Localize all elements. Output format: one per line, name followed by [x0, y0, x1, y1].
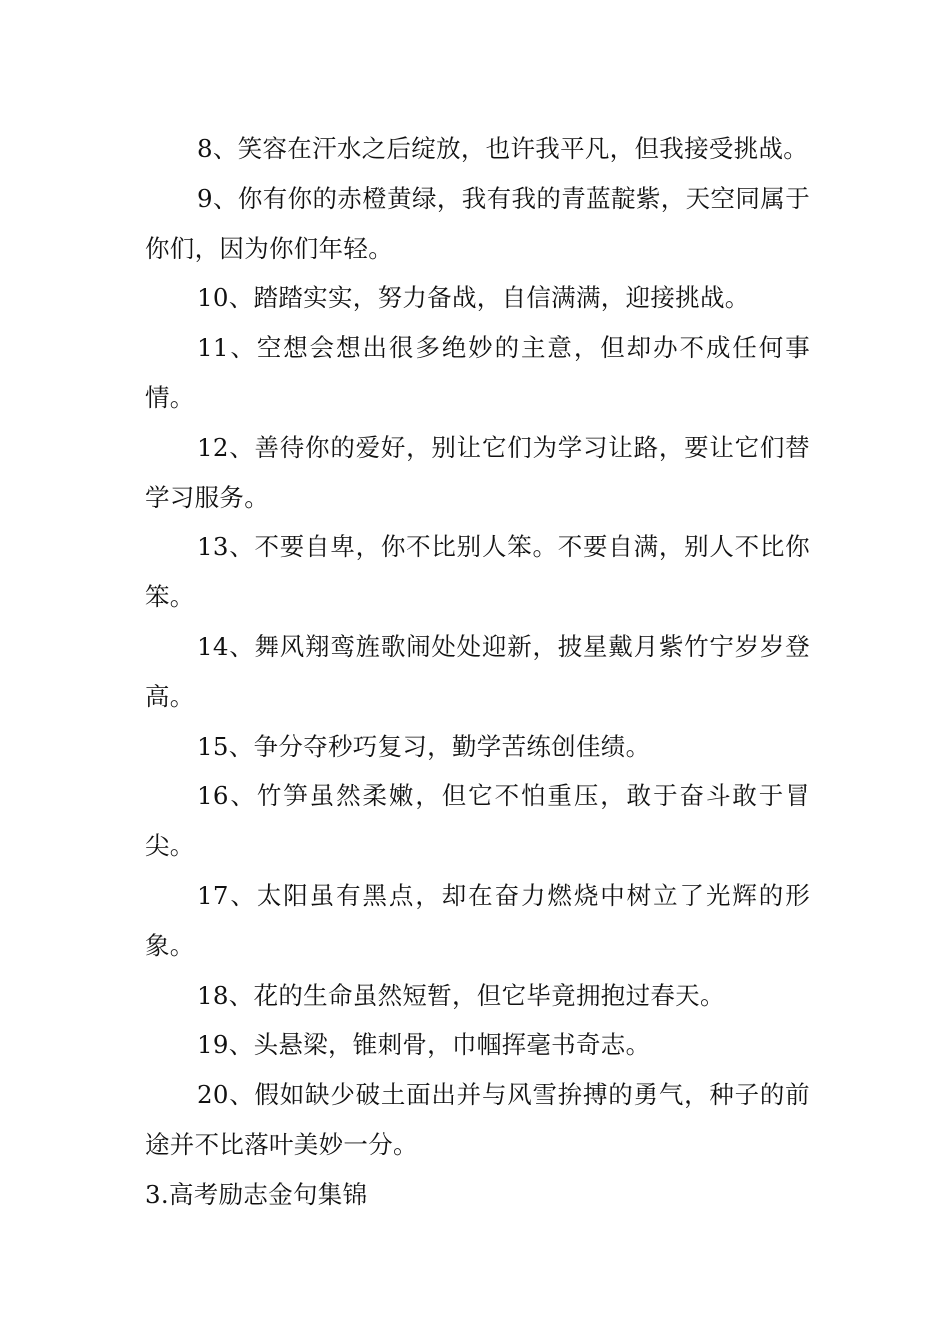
paragraph-12: 12、善待你的爱好，别让它们为学习让路，要让它们替学习服务。 [145, 432, 810, 512]
paragraph-14: 14、舞风翔鸾旌歌闹处处迎新，披星戴月紫竹宁岁岁登高。 [145, 631, 810, 711]
paragraph-20: 20、假如缺少破土面出并与风雪拚搏的勇气，种子的前途并不比落叶美妙一分。 [145, 1080, 810, 1159]
paragraph-17: 17、太阳虽有黑点，却在奋力燃烧中树立了光辉的形象。 [145, 880, 810, 960]
paragraph-10: 10、踏踏实实，努力备战，自信满满，迎接挑战。 [197, 283, 750, 313]
paragraph-18: 18、花的生命虽然短暂，但它毕竟拥抱过春天。 [197, 980, 725, 1010]
paragraph-11: 11、空想会想出很多绝妙的主意，但却办不成任何事情。 [145, 333, 810, 412]
document-body [145, 124, 810, 1220]
section-heading: 3.高考励志金句集锦 [145, 1179, 368, 1209]
paragraph-13: 13、不要自卑，你不比别人笨。不要自满，别人不比你笨。 [145, 532, 810, 612]
paragraph-15: 15、争分夺秒巧复习，勤学苦练创佳绩。 [197, 731, 651, 761]
paragraph-8: 8、笑容在汗水之后绽放，也许我平凡，但我接受挑战。 [197, 134, 809, 163]
paragraph-19: 19、头悬梁，锥刺骨，巾帼挥毫书奇志。 [197, 1030, 651, 1060]
paragraph-9: 9、你有你的赤橙黄绿，我有我的青蓝靛紫，天空同属于你们，因为你们年轻。 [145, 183, 810, 263]
paragraph-16: 16、竹笋虽然柔嫩，但它不怕重压，敢于奋斗敢于冒尖。 [145, 781, 810, 861]
